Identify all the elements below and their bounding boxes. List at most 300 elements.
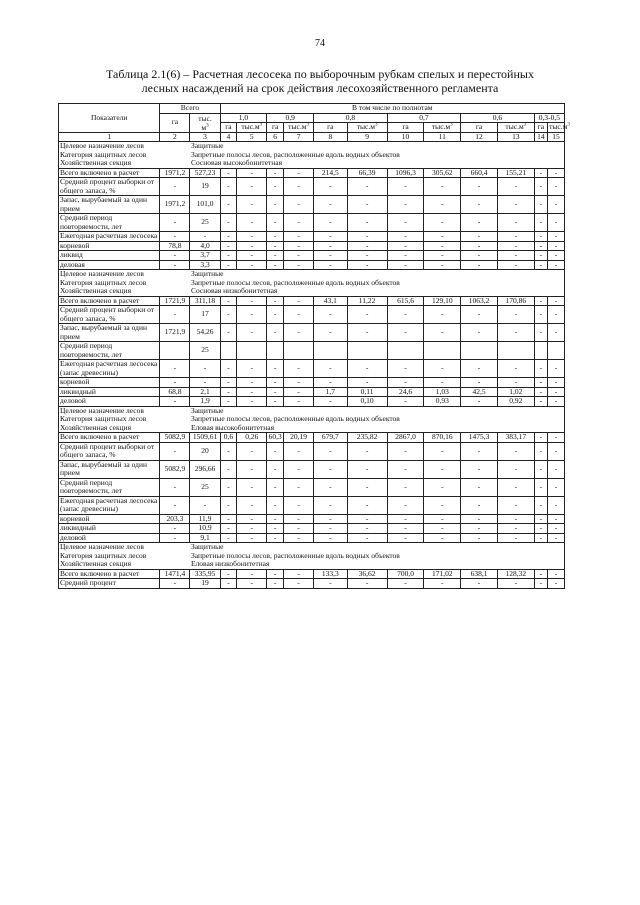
table-row <box>59 579 565 589</box>
row-value: - <box>387 260 424 270</box>
row-value: - <box>387 478 424 496</box>
row-value: - <box>314 378 347 388</box>
row-value: - <box>267 397 284 407</box>
row-value: - <box>314 360 347 378</box>
row-value <box>267 342 284 360</box>
unit-ha: га <box>461 123 498 133</box>
row-value: - <box>267 496 284 514</box>
row-label: Ежегодная расчетная лесосека (запас древесины) <box>59 360 160 378</box>
row-value: - <box>160 306 190 324</box>
row-label: корневой <box>59 378 160 388</box>
table-row <box>59 232 565 242</box>
row-value: - <box>387 533 424 543</box>
row-value: - <box>220 232 237 242</box>
row-value: - <box>387 524 424 534</box>
unit-ha: га <box>387 123 424 133</box>
row-value: - <box>190 496 220 514</box>
row-value: - <box>190 360 220 378</box>
info-label-category: Категория защитных лесов <box>59 279 190 288</box>
row-value: - <box>497 241 534 251</box>
row-label: корневой <box>59 241 160 251</box>
row-value: - <box>220 251 237 261</box>
row-value: - <box>534 214 547 232</box>
row-value: - <box>220 196 237 214</box>
row-value: - <box>387 324 424 342</box>
row-value: - <box>220 306 237 324</box>
row-value: - <box>160 533 190 543</box>
row-value: - <box>267 387 284 397</box>
row-value: 660,4 <box>461 168 498 178</box>
row-value: - <box>314 260 347 270</box>
row-value: 20 <box>190 442 220 460</box>
row-label: корневой <box>59 514 160 524</box>
row-value: 527,23 <box>190 168 220 178</box>
info-value-category: Запретные полосы лесов, расположенные вдоль водных объектов <box>190 552 565 561</box>
row-value: - <box>220 214 237 232</box>
row-value: - <box>284 178 314 196</box>
column-number: 5 <box>237 132 267 142</box>
row-value: - <box>424 496 461 514</box>
row-value <box>461 342 498 360</box>
row-label: Запас, вырубаемый за один прием <box>59 324 160 342</box>
row-label: ликвид <box>59 251 160 261</box>
row-value <box>314 342 347 360</box>
row-value: - <box>548 214 565 232</box>
row-value: 19 <box>190 579 220 589</box>
row-value: - <box>424 514 461 524</box>
row-value: - <box>387 214 424 232</box>
unit-cube: 3 <box>567 122 570 128</box>
row-value: - <box>534 524 547 534</box>
row-value: - <box>267 214 284 232</box>
row-value: - <box>387 251 424 261</box>
row-value: - <box>237 442 267 460</box>
row-value: - <box>284 232 314 242</box>
row-value: - <box>284 251 314 261</box>
density-0-9: 0,9 <box>267 113 314 123</box>
row-value: - <box>461 579 498 589</box>
row-value: - <box>160 442 190 460</box>
row-value: - <box>347 533 387 543</box>
row-value: 11,9 <box>190 514 220 524</box>
row-value: - <box>347 378 387 388</box>
row-value: 36,62 <box>347 569 387 579</box>
info-label-category: Категория защитных лесов <box>59 151 190 160</box>
row-value: - <box>387 241 424 251</box>
row-value: - <box>497 460 534 478</box>
row-value: 214,5 <box>314 168 347 178</box>
row-value: - <box>220 324 237 342</box>
column-number: 8 <box>314 132 347 142</box>
row-value: - <box>347 324 387 342</box>
row-value <box>387 342 424 360</box>
row-value: 5082,9 <box>160 460 190 478</box>
row-value: - <box>267 324 284 342</box>
row-value: - <box>548 460 565 478</box>
column-number: 4 <box>220 132 237 142</box>
row-value: - <box>220 241 237 251</box>
row-value: - <box>534 514 547 524</box>
row-value: 0,6 <box>220 433 237 443</box>
row-value: - <box>548 196 565 214</box>
row-value: - <box>267 569 284 579</box>
row-value: - <box>267 442 284 460</box>
table-row <box>59 251 565 261</box>
row-value: - <box>267 360 284 378</box>
row-value: - <box>424 178 461 196</box>
section-info-row <box>59 552 565 561</box>
row-value: - <box>267 306 284 324</box>
row-value: 870,16 <box>424 433 461 443</box>
row-value: - <box>461 397 498 407</box>
row-value: - <box>548 524 565 534</box>
column-number: 3 <box>190 132 220 142</box>
row-value: - <box>548 387 565 397</box>
row-value <box>548 342 565 360</box>
row-value: - <box>534 296 547 306</box>
unit-thous-label: тыс.м <box>431 122 451 131</box>
row-value: - <box>534 178 547 196</box>
row-value: - <box>534 360 547 378</box>
title-line-2: лесных насаждений на срок действия лесохозяйственного регламента <box>141 81 499 95</box>
row-label: Средний процент выборки от общего запаса, % <box>59 178 160 196</box>
section-info-row <box>59 159 565 168</box>
unit-cube: 3 <box>523 122 527 128</box>
row-value: - <box>220 397 237 407</box>
row-value: 615,6 <box>387 296 424 306</box>
row-value: - <box>461 241 498 251</box>
row-value: - <box>237 496 267 514</box>
row-value: - <box>534 324 547 342</box>
info-value-section: Еловая низкобонитетная <box>190 560 565 569</box>
row-value: - <box>314 579 347 589</box>
table-row <box>59 442 565 460</box>
row-value: - <box>284 260 314 270</box>
row-value: - <box>534 478 547 496</box>
row-value: - <box>347 478 387 496</box>
row-value: 78,8 <box>160 241 190 251</box>
row-value <box>237 342 267 360</box>
header-row-1 <box>59 104 565 114</box>
row-value: - <box>237 178 267 196</box>
row-value: - <box>387 378 424 388</box>
row-value: - <box>534 232 547 242</box>
row-value: - <box>424 260 461 270</box>
row-value: 0,93 <box>424 397 461 407</box>
row-value: - <box>284 397 314 407</box>
unit-cube: 3 <box>450 122 453 128</box>
row-value: - <box>548 232 565 242</box>
row-value: - <box>237 251 267 261</box>
row-value: - <box>220 460 237 478</box>
row-value: - <box>497 478 534 496</box>
table-row <box>59 324 565 342</box>
unit-thous-label: тыс.м <box>241 122 260 131</box>
info-label-section: Хозяйственная секция <box>59 287 190 296</box>
row-value: - <box>534 569 547 579</box>
row-value: - <box>160 397 190 407</box>
row-value: - <box>497 524 534 534</box>
row-value: - <box>284 241 314 251</box>
unit-thous-m3 <box>548 122 570 133</box>
row-value: - <box>424 378 461 388</box>
row-value: 25 <box>190 214 220 232</box>
row-value: - <box>267 168 284 178</box>
row-value: - <box>237 241 267 251</box>
row-value: - <box>160 579 190 589</box>
row-value: - <box>220 514 237 524</box>
row-value: - <box>424 478 461 496</box>
row-value: - <box>284 460 314 478</box>
row-value: - <box>267 514 284 524</box>
row-value: - <box>548 168 565 178</box>
row-value: 1971,2 <box>160 168 190 178</box>
header-total-ha: га <box>160 113 190 132</box>
row-value: 296,66 <box>190 460 220 478</box>
row-value: - <box>267 460 284 478</box>
row-value: - <box>220 387 237 397</box>
row-value: - <box>461 496 498 514</box>
unit-cube: 3 <box>259 122 263 128</box>
row-value: - <box>497 260 534 270</box>
row-value: - <box>347 460 387 478</box>
row-value: - <box>160 251 190 261</box>
table-row <box>59 478 565 496</box>
row-value: - <box>220 569 237 579</box>
row-value: - <box>461 178 498 196</box>
row-label: Ежегодная расчетная лесосека <box>59 232 160 242</box>
row-value: - <box>237 360 267 378</box>
row-value: - <box>267 196 284 214</box>
row-value <box>160 342 190 360</box>
row-value: - <box>284 579 314 589</box>
row-value: - <box>267 296 284 306</box>
row-value: - <box>237 397 267 407</box>
row-label: ликвидный <box>59 387 160 397</box>
row-value: - <box>220 378 237 388</box>
info-label-section: Хозяйственная секция <box>59 424 190 433</box>
row-value: - <box>424 214 461 232</box>
row-value: - <box>424 232 461 242</box>
row-value: - <box>237 569 267 579</box>
row-value: 0,26 <box>237 433 267 443</box>
row-value: - <box>548 241 565 251</box>
row-value <box>347 342 387 360</box>
table-row <box>59 241 565 251</box>
row-value: - <box>387 232 424 242</box>
column-number: 9 <box>347 132 387 142</box>
row-value: - <box>284 324 314 342</box>
row-value: - <box>267 378 284 388</box>
table-row <box>59 360 565 378</box>
row-value: - <box>347 514 387 524</box>
row-value: - <box>347 496 387 514</box>
row-value: - <box>387 397 424 407</box>
row-value: - <box>534 433 547 443</box>
row-value: - <box>267 533 284 543</box>
row-value: - <box>387 460 424 478</box>
row-value: - <box>190 378 220 388</box>
row-value: - <box>284 168 314 178</box>
info-value-purpose: Защитные <box>190 543 565 552</box>
row-value: - <box>548 360 565 378</box>
row-value: - <box>548 306 565 324</box>
row-value: - <box>347 260 387 270</box>
row-value: 25 <box>190 342 220 360</box>
row-value: - <box>424 241 461 251</box>
row-value: 170,86 <box>497 296 534 306</box>
row-value: - <box>267 478 284 496</box>
row-value: - <box>220 579 237 589</box>
row-label: деловой <box>59 533 160 543</box>
row-value: 1,03 <box>424 387 461 397</box>
row-value: - <box>237 579 267 589</box>
table-row <box>59 496 565 514</box>
forest-harvest-table <box>58 103 570 589</box>
row-value: - <box>314 478 347 496</box>
table-row <box>59 514 565 524</box>
row-value: - <box>497 232 534 242</box>
table-row <box>59 378 565 388</box>
info-label-purpose: Целевое назначение лесов <box>59 406 190 415</box>
info-label-category: Категория защитных лесов <box>59 552 190 561</box>
row-value: 17 <box>190 306 220 324</box>
row-value: - <box>237 324 267 342</box>
row-value: 43,1 <box>314 296 347 306</box>
row-value: - <box>220 360 237 378</box>
info-value-category: Запретные полосы лесов, расположенные вдоль водных объектов <box>190 415 565 424</box>
page-number: 74 <box>315 38 325 49</box>
row-value: - <box>190 232 220 242</box>
info-value-section: Сосновая низкобонитетная <box>190 287 565 296</box>
info-label-section: Хозяйственная секция <box>59 560 190 569</box>
row-value: - <box>314 306 347 324</box>
row-value: 1063,2 <box>461 296 498 306</box>
row-value: - <box>461 214 498 232</box>
section-info-row <box>59 287 565 296</box>
row-value: - <box>314 496 347 514</box>
row-value: - <box>160 524 190 534</box>
row-value: 60,3 <box>268 432 282 441</box>
row-value: 700,0 <box>387 569 424 579</box>
row-value: - <box>347 524 387 534</box>
info-label-category: Категория защитных лесов <box>59 415 190 424</box>
row-value: 1,9 <box>190 397 220 407</box>
row-value: - <box>534 168 547 178</box>
row-label: Средний процент <box>59 579 160 589</box>
row-value: - <box>237 378 267 388</box>
row-value: - <box>314 442 347 460</box>
row-value: - <box>220 168 237 178</box>
header-cube: 3 <box>206 123 209 128</box>
unit-thous-label: тыс.м <box>288 122 307 131</box>
density-0-7: 0,7 <box>387 113 461 123</box>
row-value: - <box>267 260 284 270</box>
row-value: - <box>237 168 267 178</box>
row-value: - <box>220 260 237 270</box>
info-value-section: Сосновая высокобонитетная <box>190 159 565 168</box>
row-value: - <box>497 196 534 214</box>
row-value: - <box>461 260 498 270</box>
unit-ha: га <box>534 123 547 133</box>
row-value: - <box>548 496 565 514</box>
row-value: - <box>461 442 498 460</box>
unit-ha: га <box>220 123 237 133</box>
row-value: - <box>534 196 547 214</box>
row-value: - <box>284 569 314 579</box>
row-label: деловая <box>59 260 160 270</box>
table-row <box>59 524 565 534</box>
row-value: - <box>424 533 461 543</box>
info-value-category: Запретные полосы лесов, расположенные вдоль водных объектов <box>190 279 565 288</box>
row-value: 1471,4 <box>160 569 190 579</box>
table-row <box>59 214 565 232</box>
row-value: - <box>534 306 547 324</box>
row-value: - <box>497 378 534 388</box>
row-value: 9,1 <box>190 533 220 543</box>
row-label: Ежегодная расчетная лесосека (запас древесины) <box>59 496 160 514</box>
row-value: 3,7 <box>190 251 220 261</box>
table-row <box>59 433 565 443</box>
row-value: - <box>548 433 565 443</box>
column-number: 10 <box>387 132 424 142</box>
row-value: - <box>497 360 534 378</box>
column-number: 1 <box>59 132 160 142</box>
row-value: - <box>284 533 314 543</box>
row-value: - <box>461 378 498 388</box>
info-label-section: Хозяйственная секция <box>59 159 190 168</box>
row-value: - <box>387 178 424 196</box>
table-row <box>59 196 565 214</box>
row-value: - <box>284 387 314 397</box>
row-value: - <box>534 579 547 589</box>
row-value: - <box>347 214 387 232</box>
row-value: - <box>548 397 565 407</box>
row-value: - <box>461 460 498 478</box>
row-value: 1509,61 <box>190 433 220 443</box>
header-total-thous-m3 <box>190 113 220 132</box>
column-number: 2 <box>160 132 190 142</box>
row-value: 2,1 <box>190 387 220 397</box>
row-value: 0,92 <box>497 397 534 407</box>
row-value: - <box>497 324 534 342</box>
table-row <box>59 306 565 324</box>
header-thous-label: тыс. <box>198 113 212 123</box>
row-value: - <box>424 324 461 342</box>
row-value: - <box>314 533 347 543</box>
table-row <box>59 569 565 579</box>
row-value: - <box>267 524 284 534</box>
row-value: - <box>160 496 190 514</box>
row-value: - <box>314 214 347 232</box>
row-value: - <box>497 496 534 514</box>
row-value: 155,21 <box>497 168 534 178</box>
row-value: - <box>237 514 267 524</box>
row-value: 128,32 <box>497 569 534 579</box>
row-value: 311,18 <box>190 296 220 306</box>
column-number: 13 <box>497 132 534 142</box>
column-number: 6 <box>267 132 284 142</box>
row-value: 305,62 <box>424 168 461 178</box>
row-value: 10,9 <box>190 524 220 534</box>
row-value: - <box>314 460 347 478</box>
density-0-8: 0,8 <box>314 113 388 123</box>
row-value: - <box>534 251 547 261</box>
row-value: - <box>284 296 314 306</box>
column-number: 12 <box>461 132 498 142</box>
row-value: - <box>534 496 547 514</box>
unit-thous-label: тыс.м <box>356 122 375 131</box>
